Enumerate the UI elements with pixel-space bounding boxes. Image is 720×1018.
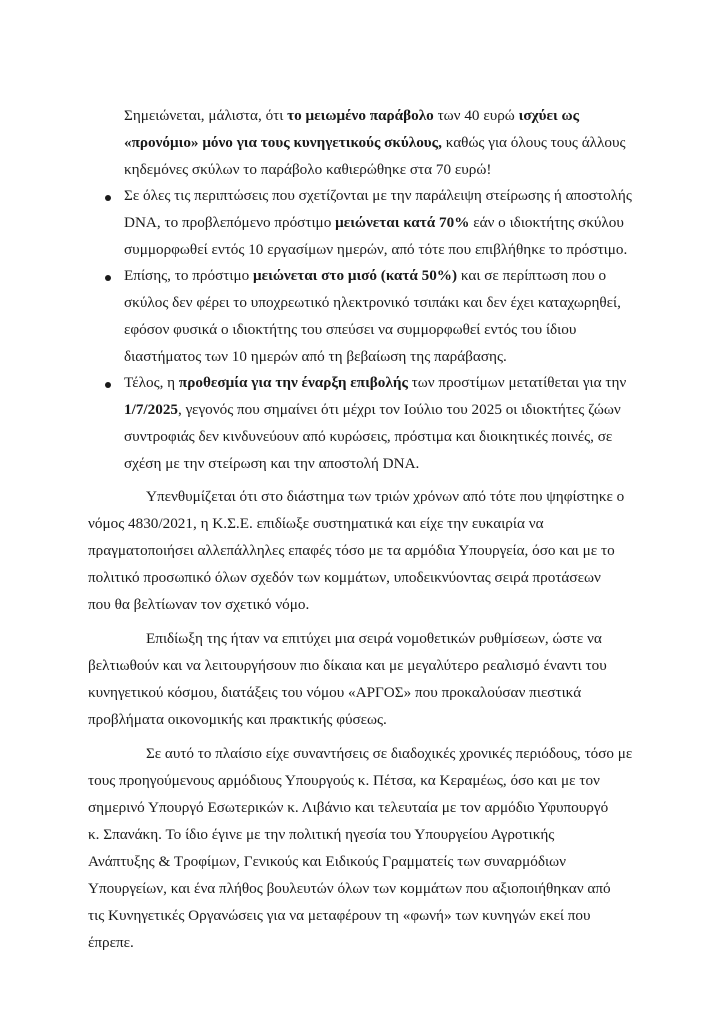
bullet-2-line-1: Επίσης, το πρόστιμο μειώνεται στο μισό (κατά 50%) και σε περίπτωση που ο [124,267,607,284]
bullet-icon [105,195,111,201]
bullet-3-line-4: σχέση με την στείρωση και την αποστολή DNA. [124,455,420,472]
paragraph-1-line-4: πολιτικό προσωπικό όλων σχεδόν των κομμάτων, υποδεικνύοντας σειρά προτάσεων [88,569,601,586]
bullet-icon [105,382,111,388]
paragraph-1-line-1: Υπενθυμίζεται ότι στο διάστημα των τριών χρόνων από τότε που ψηφίστηκε ο [146,488,625,505]
paragraph-2-line-2: βελτιωθούν και να λειτουργήσουν πιο δίκαια και με μεγαλύτερο ρεαλισμό έναντι του [88,657,607,674]
bullet-1-line-3: συμμορφωθεί εντός 10 εργασίμων ημερών, από τότε που επιβλήθηκε το πρόστιμο. [124,241,628,258]
paragraph-3-line-2: τους προηγούμενους αρμόδιους Υπουργούς κ. Πέτσα, κα Κεραμέως, όσο και με τον [88,772,600,789]
bullet-2-line-2: σκύλος δεν φέρει το υποχρεωτικό ηλεκτρονικό τσιπάκι και δεν έχει καταχωρηθεί, [124,294,621,311]
intro-line-1: Σημειώνεται, μάλιστα, ότι το μειωμένο παράβολο των 40 ευρώ ισχύει ως [124,107,579,124]
paragraph-2-line-3: κυνηγετικού κόσμου, διατάξεις του νόμου «ΑΡΓΟΣ» που προκαλούσαν πιεστικά [88,684,582,701]
bullet-1-line-2: DNA, το προβλεπόμενο πρόστιμο μειώνεται κατά 70% εάν ο ιδιοκτήτης σκύλου [124,214,624,231]
bullet-3-line-3: συντροφιάς δεν κινδυνεύουν από κυρώσεις, πρόστιμα και διοικητικές ποινές, σε [124,428,613,445]
bullet-2-line-4: διαστήματος των 10 ημερών από τη βεβαίωση της παράβασης. [124,348,507,365]
bullet-1-line-1: Σε όλες τις περιπτώσεις που σχετίζονται με την παράλειψη στείρωσης ή αποστολής [124,187,632,204]
paragraph-2-line-1: Επιδίωξη της ήταν να επιτύχει μια σειρά νομοθετικών ρυθμίσεων, ώστε να [146,630,602,647]
intro-line-3: κηδεμόνες σκύλων το παράβολο καθιερώθηκε στα 70 ευρώ! [124,161,492,178]
intro-line-2: «προνόμιο» μόνο για τους κυνηγετικούς σκύλους, καθώς για όλους τους άλλους [124,134,626,151]
paragraph-3-line-4: κ. Σπανάκη. Το ίδιο έγινε με την πολιτική ηγεσία του Υπουργείου Αγροτικής [88,826,555,843]
bullet-icon [105,275,111,281]
paragraph-3-line-3: σημερινό Υπουργό Εσωτερικών κ. Λιβάνιο και τελευταία με τον αρμόδιο Υφυπουργό [88,799,609,816]
bullet-2-line-3: εφόσον φυσικά ο ιδιοκτήτης του σπεύσει να συμμορφωθεί εντός του ίδιου [124,321,577,338]
paragraph-3-line-6: Υπουργείων, και ένα πλήθος βουλευτών όλων των κομμάτων που αξιοποιήθηκαν από [88,880,611,897]
paragraph-3-line-8: έπρεπε. [88,934,134,951]
paragraph-3-line-1: Σε αυτό το πλαίσιο είχε συναντήσεις σε διαδοχικές χρονικές περιόδους, τόσο με [146,745,633,762]
paragraph-1-line-2: νόμος 4830/2021, η Κ.Σ.Ε. επιδίωξε συστηματικά και είχε την ευκαιρία να [88,515,544,532]
paragraph-3-line-7: τις Κυνηγετικές Οργανώσεις για να μεταφέρουν τη «φωνή» των κυνηγών εκεί που [88,907,591,924]
paragraph-2-line-4: προβλήματα οικονομικής και πρακτικής φύσεως. [88,711,387,728]
paragraph-1-line-5: που θα βελτίωναν τον σχετικό νόμο. [88,596,310,613]
paragraph-3-line-5: Ανάπτυξης & Τροφίμων, Γενικούς και Ειδικούς Γραμματείς των συναρμόδιων [88,853,566,870]
bullet-3-line-2: 1/7/2025, γεγονός που σημαίνει ότι μέχρι τον Ιούλιο του 2025 οι ιδιοκτήτες ζώων [124,401,621,418]
bullet-3-line-1: Τέλος, η προθεσμία για την έναρξη επιβολής των προστίμων μετατίθεται για την [124,374,627,391]
paragraph-1-line-3: πραγματοποιήσει αλλεπάλληλες επαφές τόσο με τα αρμόδια Υπουργεία, όσο και με το [88,542,615,559]
